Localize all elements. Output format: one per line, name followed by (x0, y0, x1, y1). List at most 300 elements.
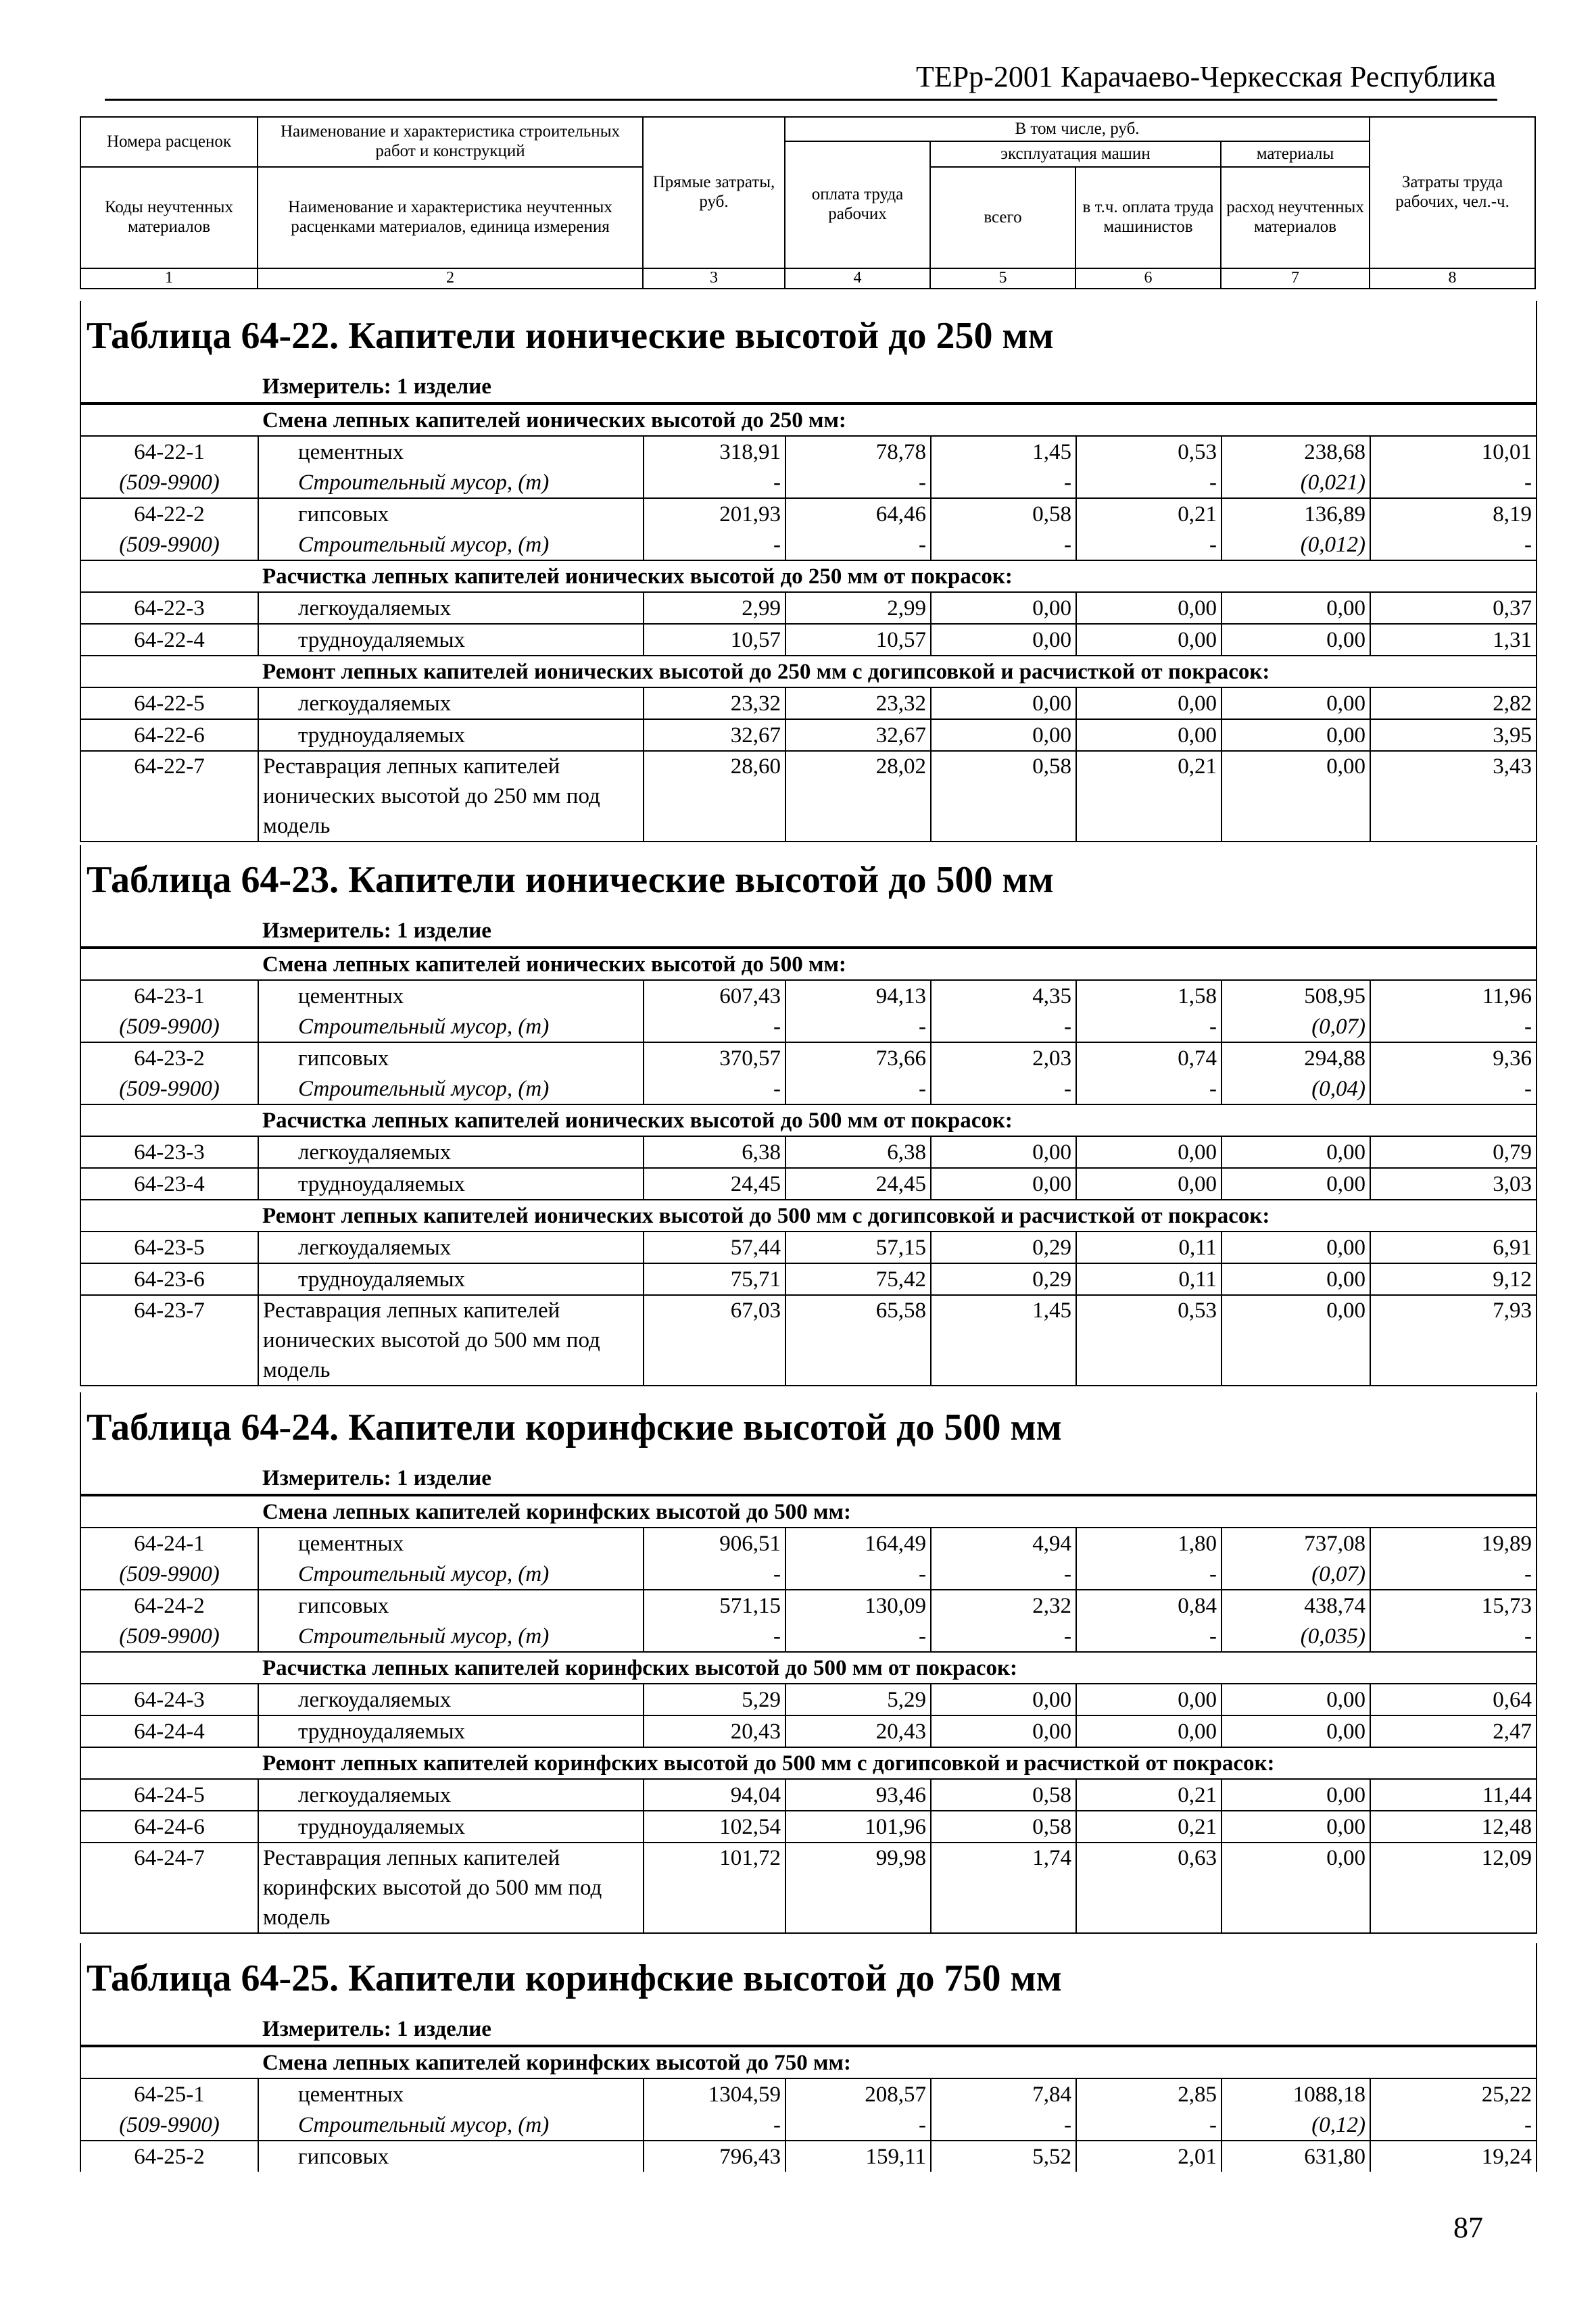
table-row (81, 2141, 1536, 2172)
value-cell: 20,43 (644, 1715, 785, 1747)
value-cell: 0,58 (931, 498, 1076, 529)
value-cell: 294,88 (1222, 1042, 1370, 1073)
value-cell: 0,63 (1076, 1843, 1222, 1932)
value-cell: - (644, 1073, 785, 1104)
value-cell: 10,57 (644, 624, 785, 656)
value-cell: 0,00 (931, 592, 1076, 624)
value-cell: 73,66 (785, 1042, 931, 1073)
material-code: (509-9900) (119, 470, 220, 495)
group-row (81, 1496, 1536, 1528)
table-row (81, 687, 1536, 719)
col-number: 5 (930, 268, 1075, 289)
value-cell: 93,46 (785, 1779, 931, 1811)
table-row (81, 592, 1536, 624)
table-row (81, 1042, 1536, 1073)
value-cell: - (785, 1559, 931, 1590)
value-cell: 0,11 (1076, 1263, 1222, 1295)
rate-code: 64-23-6 (81, 1263, 258, 1295)
value-cell: 11,44 (1370, 1779, 1536, 1811)
value-cell: 0,00 (1222, 1232, 1370, 1263)
col-number: 4 (785, 268, 930, 289)
group-label: Ремонт лепных капителей ионических высотой до 250 мм с догипсовкой и расчисткой от покрасок: (81, 656, 1536, 687)
value-cell: - (644, 1011, 785, 1042)
col-number: 2 (258, 268, 643, 289)
table-title: Таблица 64-25. Капители коринфские высотой до 750 мм (87, 1957, 1062, 1999)
material-name: Строительный мусор, (т) (258, 1011, 644, 1042)
work-name: гипсовых (258, 2141, 644, 2172)
value-cell: 164,49 (785, 1528, 931, 1559)
value-cell: - (1370, 1621, 1536, 1652)
value-cell: 4,94 (931, 1528, 1076, 1559)
material-code: (509-9900) (119, 1076, 220, 1101)
value-cell: - (785, 467, 931, 498)
value-cell: 1,58 (1076, 980, 1222, 1011)
value-cell: 0,00 (1222, 1136, 1370, 1168)
measure-unit: Измеритель: 1 изделие (81, 1463, 1536, 1495)
col6-header: в т.ч. оплата труда машинистов (1075, 167, 1221, 268)
value-cell: 1,80 (1076, 1528, 1222, 1559)
price-table (81, 404, 1536, 841)
value-cell: 94,13 (785, 980, 931, 1011)
value-cell: 0,00 (931, 687, 1076, 719)
value-cell: - (644, 529, 785, 560)
value-cell: - (931, 1559, 1076, 1590)
value-cell: 10,01 (1370, 436, 1536, 467)
rate-code: 64-24-7 (81, 1843, 258, 1932)
value-cell: 0,00 (1222, 1684, 1370, 1715)
col-number: 8 (1370, 268, 1535, 289)
page-number: 87 (1453, 2211, 1483, 2244)
price-table (81, 948, 1536, 1385)
group-label: Расчистка лепных капителей коринфских высотой до 500 мм от покрасок: (81, 1652, 1536, 1684)
value-cell: 0,00 (931, 1684, 1076, 1715)
value-cell: - (1370, 2110, 1536, 2141)
value-cell: (0,12) (1222, 2110, 1370, 2141)
value-cell: 318,91 (644, 436, 785, 467)
table-row (81, 1811, 1536, 1843)
value-cell: 0,00 (1076, 719, 1222, 751)
col3-header: Прямые затраты, руб. (643, 117, 785, 268)
value-cell: 65,58 (785, 1295, 931, 1385)
value-cell: 0,00 (1222, 592, 1370, 624)
work-name: легкоудаляемых (258, 592, 644, 624)
value-cell: 2,85 (1076, 2078, 1222, 2110)
material-row (81, 467, 1536, 498)
column-header-table (80, 116, 1536, 289)
work-name: гипсовых (258, 1042, 644, 1073)
value-cell: 0,29 (931, 1263, 1076, 1295)
price-table-section (80, 1392, 1537, 1934)
work-name: трудноудаляемых (258, 1811, 644, 1843)
value-cell: 0,53 (1076, 1295, 1222, 1385)
value-cell: 19,24 (1370, 2141, 1536, 2172)
rate-code: 64-23-2 (81, 1042, 258, 1073)
value-cell: 0,21 (1076, 498, 1222, 529)
rate-code: 64-24-5 (81, 1779, 258, 1811)
value-cell: 0,00 (1222, 751, 1370, 841)
table-row (81, 1684, 1536, 1715)
work-name: Реставрация лепных капителей ионических высотой до 250 мм под модель (258, 751, 644, 841)
table-row (81, 2078, 1536, 2110)
work-name: трудноудаляемых (258, 1263, 644, 1295)
table-row (81, 1779, 1536, 1811)
rate-code: 64-22-6 (81, 719, 258, 751)
value-cell: 571,15 (644, 1590, 785, 1621)
value-cell: - (644, 2110, 785, 2141)
table-row (81, 751, 1536, 841)
value-cell: 78,78 (785, 436, 931, 467)
value-cell: 5,29 (785, 1684, 931, 1715)
col5-header: всего (930, 167, 1075, 268)
group-label: Ремонт лепных капителей ионических высотой до 500 мм с догипсовкой и расчисткой от покрасок: (81, 1200, 1536, 1232)
value-cell: 99,98 (785, 1843, 931, 1932)
rate-code: 64-25-1 (81, 2078, 258, 2110)
value-cell: 1304,59 (644, 2078, 785, 2110)
table-row (81, 1232, 1536, 1263)
value-cell: 0,00 (1076, 1715, 1222, 1747)
value-cell: 5,29 (644, 1684, 785, 1715)
value-cell: 94,04 (644, 1779, 785, 1811)
value-cell: 0,00 (1222, 1843, 1370, 1932)
rate-code: 64-23-7 (81, 1295, 258, 1385)
value-cell: 75,71 (644, 1263, 785, 1295)
value-cell: 607,43 (644, 980, 785, 1011)
work-name: трудноудаляемых (258, 1168, 644, 1200)
group-row (81, 560, 1536, 592)
value-cell: 3,03 (1370, 1168, 1536, 1200)
value-cell: 0,00 (1222, 624, 1370, 656)
work-name: Реставрация лепных капителей коринфских высотой до 500 мм под модель (258, 1843, 644, 1932)
rate-code: 64-24-1 (81, 1528, 258, 1559)
value-cell: - (644, 1559, 785, 1590)
rate-code: 64-25-2 (81, 2141, 258, 2172)
work-name: трудноудаляемых (258, 1715, 644, 1747)
value-cell: 0,00 (931, 1136, 1076, 1168)
value-cell: - (931, 1011, 1076, 1042)
value-cell: 24,45 (785, 1168, 931, 1200)
material-row (81, 2110, 1536, 2141)
value-cell: 238,68 (1222, 436, 1370, 467)
price-table (81, 1495, 1536, 1932)
value-cell: 67,03 (644, 1295, 785, 1385)
value-cell: - (931, 529, 1076, 560)
value-cell: 906,51 (644, 1528, 785, 1559)
price-table-section (80, 301, 1537, 842)
value-cell: 136,89 (1222, 498, 1370, 529)
table-row (81, 1715, 1536, 1747)
value-cell: - (931, 1073, 1076, 1104)
material-code: (509-9900) (119, 1014, 220, 1039)
value-cell: 1,45 (931, 436, 1076, 467)
material-name: Строительный мусор, (т) (258, 1559, 644, 1590)
material-code: (509-9900) (119, 1624, 220, 1649)
value-cell: 7,84 (931, 2078, 1076, 2110)
value-cell: - (1076, 467, 1222, 498)
value-cell: (0,035) (1222, 1621, 1370, 1652)
value-cell: 0,00 (1222, 1295, 1370, 1385)
value-cell: - (1076, 1621, 1222, 1652)
value-cell: 0,21 (1076, 1811, 1222, 1843)
value-cell: 370,57 (644, 1042, 785, 1073)
value-cell: 0,00 (1076, 1168, 1222, 1200)
value-cell: 1,45 (931, 1295, 1076, 1385)
value-cell: 631,80 (1222, 2141, 1370, 2172)
work-name: цементных (258, 1528, 644, 1559)
group-row (81, 948, 1536, 980)
materials-header: материалы (1221, 141, 1370, 167)
value-cell: - (1370, 529, 1536, 560)
table-row (81, 1295, 1536, 1385)
rate-code: 64-22-3 (81, 592, 258, 624)
table-row (81, 498, 1536, 529)
work-name: легкоудаляемых (258, 1232, 644, 1263)
value-cell: 2,01 (1076, 2141, 1222, 2172)
value-cell: - (785, 529, 931, 560)
value-cell: 0,00 (931, 1168, 1076, 1200)
work-name: трудноудаляемых (258, 624, 644, 656)
col2-top-header: Наименование и характеристика строительных работ и конструкций (258, 117, 643, 167)
value-cell: 24,45 (644, 1168, 785, 1200)
value-cell: - (1076, 1073, 1222, 1104)
group-label: Смена лепных капителей ионических высотой до 250 мм: (81, 404, 1536, 436)
value-cell: - (1370, 1559, 1536, 1590)
group-label: Расчистка лепных капителей ионических высотой до 500 мм от покрасок: (81, 1104, 1536, 1136)
value-cell: - (1076, 529, 1222, 560)
material-row (81, 1011, 1536, 1042)
value-cell: - (1370, 467, 1536, 498)
material-name: Строительный мусор, (т) (258, 467, 644, 498)
value-cell: 159,11 (785, 2141, 931, 2172)
rate-code: 64-23-5 (81, 1232, 258, 1263)
work-name: легкоудаляемых (258, 1684, 644, 1715)
material-code: (509-9900) (119, 532, 220, 557)
table-row (81, 1590, 1536, 1621)
group-row (81, 1747, 1536, 1779)
value-cell: 2,47 (1370, 1715, 1536, 1747)
value-cell: 20,43 (785, 1715, 931, 1747)
value-cell: 0,00 (1222, 1168, 1370, 1200)
table-row (81, 436, 1536, 467)
group-row (81, 2047, 1536, 2078)
table-title: Таблица 64-23. Капители ионические высотой до 500 мм (87, 859, 1054, 901)
value-cell: 32,67 (785, 719, 931, 751)
value-cell: 2,99 (785, 592, 931, 624)
value-cell: 0,00 (1222, 1263, 1370, 1295)
value-cell: 15,73 (1370, 1590, 1536, 1621)
col1-bottom-header: Коды неучтенных материалов (80, 167, 258, 268)
value-cell: 0,37 (1370, 592, 1536, 624)
rate-code: 64-23-3 (81, 1136, 258, 1168)
page-header: ТЕРр-2001 Карачаево-Черкесская Республика (916, 60, 1496, 93)
group-label: Смена лепных капителей ионических высотой до 500 мм: (81, 948, 1536, 980)
value-cell: 2,82 (1370, 687, 1536, 719)
value-cell: 3,95 (1370, 719, 1536, 751)
value-cell: 0,00 (931, 1715, 1076, 1747)
value-cell: 25,22 (1370, 2078, 1536, 2110)
value-cell: 0,00 (931, 624, 1076, 656)
value-cell: - (644, 1621, 785, 1652)
value-cell: - (785, 1073, 931, 1104)
value-cell: - (1076, 2110, 1222, 2141)
group-row (81, 656, 1536, 687)
rate-code: 64-22-2 (81, 498, 258, 529)
value-cell: 57,15 (785, 1232, 931, 1263)
value-cell: 23,32 (785, 687, 931, 719)
value-cell: 5,52 (931, 2141, 1076, 2172)
value-cell: 508,95 (1222, 980, 1370, 1011)
price-table-section (80, 1943, 1537, 2172)
value-cell: 0,00 (931, 719, 1076, 751)
value-cell: 0,00 (1222, 687, 1370, 719)
table-title: Таблица 64-24. Капители коринфские высотой до 500 мм (87, 1407, 1062, 1448)
value-cell: (0,07) (1222, 1011, 1370, 1042)
table-row (81, 624, 1536, 656)
value-cell: - (1370, 1073, 1536, 1104)
value-cell: 0,58 (931, 1779, 1076, 1811)
value-cell: 0,00 (1076, 592, 1222, 624)
material-name: Строительный мусор, (т) (258, 1621, 644, 1652)
value-cell: 12,48 (1370, 1811, 1536, 1843)
value-cell: - (931, 467, 1076, 498)
value-cell: 438,74 (1222, 1590, 1370, 1621)
work-name: гипсовых (258, 1590, 644, 1621)
value-cell: 0,79 (1370, 1136, 1536, 1168)
work-name: трудноудаляемых (258, 719, 644, 751)
col7-header: расход неучтенных материалов (1221, 167, 1370, 268)
rate-code: 64-24-4 (81, 1715, 258, 1747)
value-cell: 8,19 (1370, 498, 1536, 529)
value-cell: 28,60 (644, 751, 785, 841)
group-label: Смена лепных капителей коринфских высотой до 500 мм: (81, 1496, 1536, 1528)
value-cell: 0,21 (1076, 1779, 1222, 1811)
value-cell: 0,58 (931, 1811, 1076, 1843)
work-name: цементных (258, 2078, 644, 2110)
rate-code: 64-24-3 (81, 1684, 258, 1715)
machines-header: эксплуатация машин (930, 141, 1221, 167)
material-row (81, 1621, 1536, 1652)
value-cell: - (1370, 1011, 1536, 1042)
value-cell: 2,32 (931, 1590, 1076, 1621)
value-cell: 75,42 (785, 1263, 931, 1295)
material-code: (509-9900) (119, 1561, 220, 1586)
value-cell: - (785, 1621, 931, 1652)
value-cell: 6,38 (644, 1136, 785, 1168)
rate-code: 64-22-7 (81, 751, 258, 841)
value-cell: 4,35 (931, 980, 1076, 1011)
material-name: Строительный мусор, (т) (258, 529, 644, 560)
value-cell: 6,38 (785, 1136, 931, 1168)
value-cell: 6,91 (1370, 1232, 1536, 1263)
value-cell: 19,89 (1370, 1528, 1536, 1559)
value-cell: (0,012) (1222, 529, 1370, 560)
value-cell: 101,72 (644, 1843, 785, 1932)
value-cell: 0,00 (1076, 1684, 1222, 1715)
material-code: (509-9900) (119, 2112, 220, 2137)
value-cell: - (931, 2110, 1076, 2141)
rate-code: 64-24-6 (81, 1811, 258, 1843)
value-cell: 1,74 (931, 1843, 1076, 1932)
group-label: Ремонт лепных капителей коринфских высотой до 500 мм с догипсовкой и расчисткой от покрасок: (81, 1747, 1536, 1779)
value-cell: - (644, 467, 785, 498)
rate-code: 64-22-4 (81, 624, 258, 656)
value-cell: 796,43 (644, 2141, 785, 2172)
value-cell: 12,09 (1370, 1843, 1536, 1932)
value-cell: 0,58 (931, 751, 1076, 841)
value-cell: 102,54 (644, 1811, 785, 1843)
table-row (81, 1168, 1536, 1200)
group-row (81, 1104, 1536, 1136)
group-row (81, 1652, 1536, 1684)
col-number: 1 (80, 268, 258, 289)
value-cell: 11,96 (1370, 980, 1536, 1011)
table-row (81, 719, 1536, 751)
value-cell: 0,29 (931, 1232, 1076, 1263)
col1-top-header: Номера расценок (80, 117, 258, 167)
price-table (81, 2046, 1536, 2172)
table-row (81, 1136, 1536, 1168)
value-cell: 1088,18 (1222, 2078, 1370, 2110)
header-rule (105, 99, 1497, 101)
value-cell: 0,21 (1076, 751, 1222, 841)
value-cell: 737,08 (1222, 1528, 1370, 1559)
group-row (81, 1200, 1536, 1232)
value-cell: 0,00 (1222, 1715, 1370, 1747)
work-name: Реставрация лепных капителей ионических высотой до 500 мм под модель (258, 1295, 644, 1385)
col4-header: оплата труда рабочих (785, 141, 930, 268)
rate-code: 64-23-4 (81, 1168, 258, 1200)
price-table-section (80, 845, 1537, 1386)
value-cell: 7,93 (1370, 1295, 1536, 1385)
rate-code: 64-24-2 (81, 1590, 258, 1621)
value-cell: 0,11 (1076, 1232, 1222, 1263)
value-cell: 10,57 (785, 624, 931, 656)
rate-code: 64-23-1 (81, 980, 258, 1011)
material-name: Строительный мусор, (т) (258, 2110, 644, 2141)
value-cell: (0,07) (1222, 1559, 1370, 1590)
value-cell: 101,96 (785, 1811, 931, 1843)
value-cell: 0,00 (1222, 719, 1370, 751)
col2-bottom-header: Наименование и характеристика неучтенных расценками материалов, единица измерения (258, 167, 643, 268)
table-row (81, 1843, 1536, 1932)
work-name: гипсовых (258, 498, 644, 529)
col8-header: Затраты труда рабочих, чел.-ч. (1370, 117, 1535, 268)
value-cell: - (1076, 1559, 1222, 1590)
value-cell: 57,44 (644, 1232, 785, 1263)
value-cell: 2,03 (931, 1042, 1076, 1073)
value-cell: 0,00 (1076, 624, 1222, 656)
value-cell: 32,67 (644, 719, 785, 751)
value-cell: 0,53 (1076, 436, 1222, 467)
value-cell: 208,57 (785, 2078, 931, 2110)
col-number: 3 (643, 268, 785, 289)
value-cell: 130,09 (785, 1590, 931, 1621)
value-cell: 2,99 (644, 592, 785, 624)
group-label: Смена лепных капителей коринфских высотой до 750 мм: (81, 2047, 1536, 2078)
rate-code: 64-22-5 (81, 687, 258, 719)
value-cell: 23,32 (644, 687, 785, 719)
table-row (81, 1263, 1536, 1295)
work-name: легкоудаляемых (258, 687, 644, 719)
material-row (81, 1073, 1536, 1104)
value-cell: 0,74 (1076, 1042, 1222, 1073)
value-cell: 3,43 (1370, 751, 1536, 841)
value-cell: 0,00 (1076, 1136, 1222, 1168)
work-name: легкоудаляемых (258, 1779, 644, 1811)
measure-unit: Измеритель: 1 изделие (81, 2014, 1536, 2046)
value-cell: 9,12 (1370, 1263, 1536, 1295)
value-cell: 0,00 (1222, 1779, 1370, 1811)
value-cell: (0,021) (1222, 467, 1370, 498)
